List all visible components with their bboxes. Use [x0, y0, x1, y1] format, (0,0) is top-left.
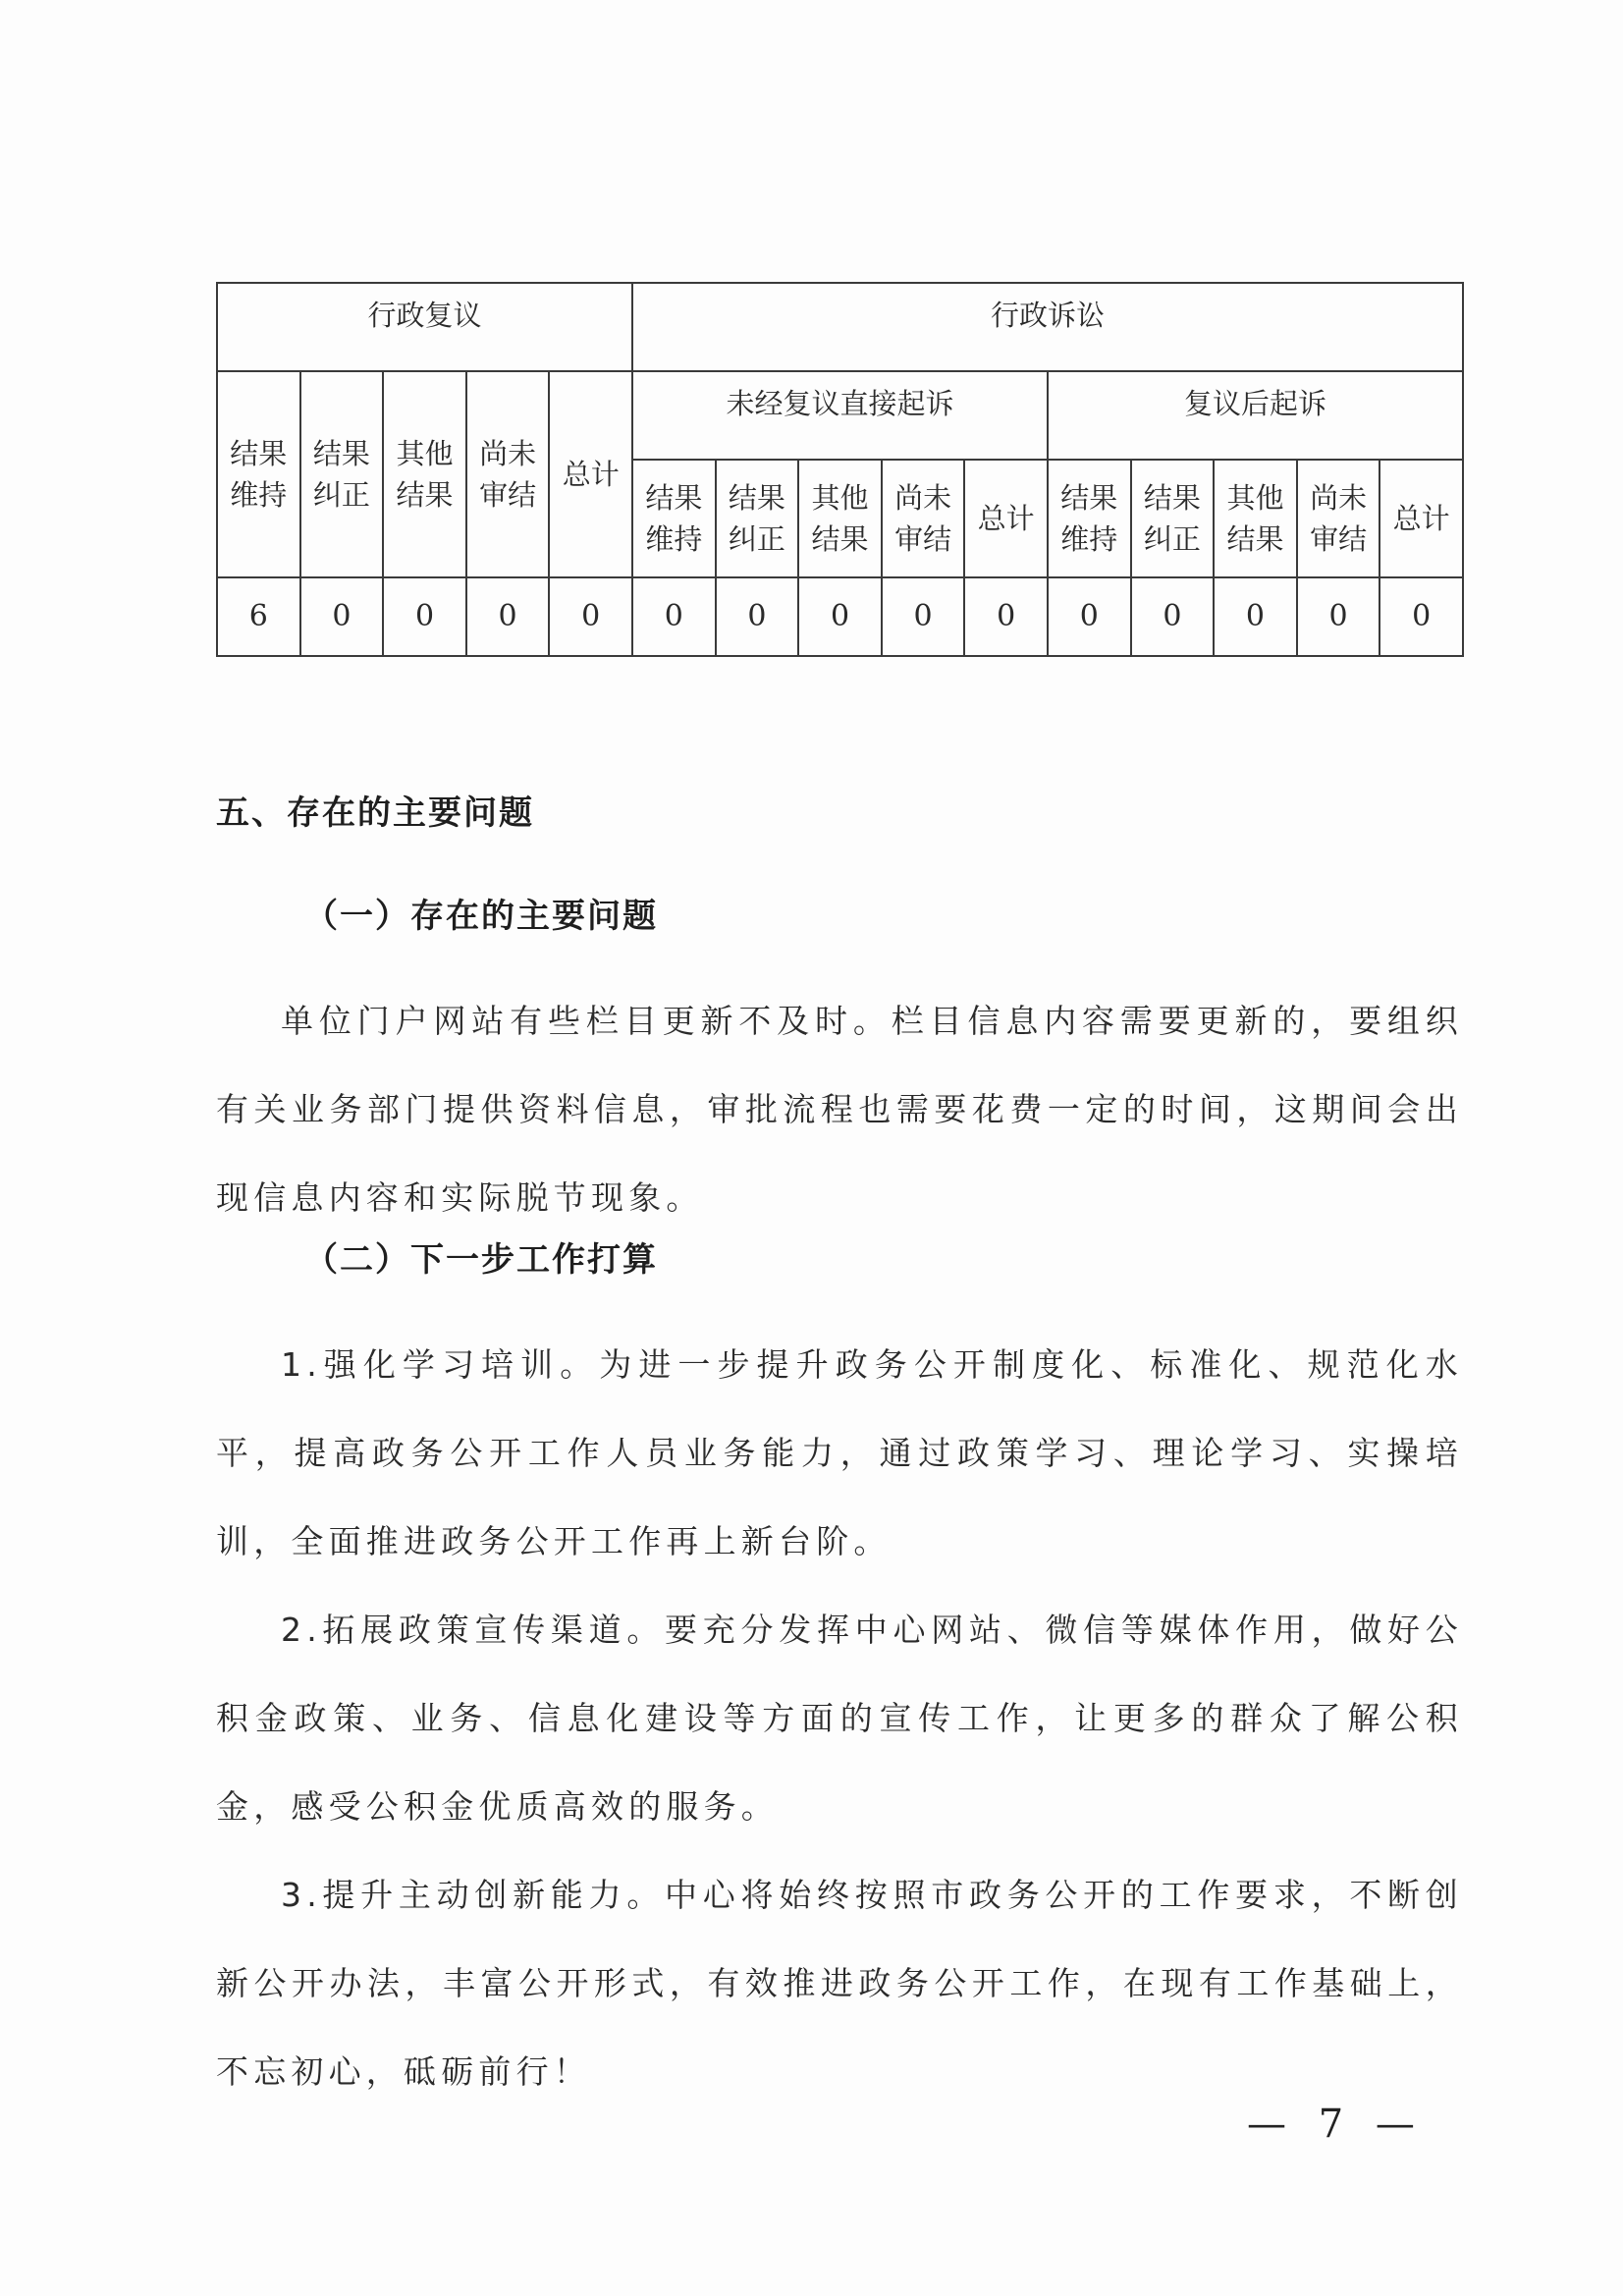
cell-review-pending: 0	[466, 577, 550, 656]
col-header-after-corrected: 结果纠正	[1131, 460, 1215, 577]
col-header-after-upheld: 结果维持	[1048, 460, 1131, 577]
section-heading: 五、存在的主要问题	[216, 793, 534, 833]
col-header-direct-pending: 尚未审结	[882, 460, 965, 577]
next-step-item-1: 1.强化学习培训。为进一步提升政务公开制度化、标准化、规范化水平，提高政务公开工作人员业务能力，通过政策学习、理论学习、实操培训，全面推进政务公开工作再上新台阶。	[216, 1345, 1463, 1560]
table-header-row-1	[217, 283, 1463, 371]
subsection-heading-problems: （一）存在的主要问题	[304, 897, 658, 936]
cell-direct-upheld: 0	[632, 577, 716, 656]
table-row	[217, 577, 1463, 656]
cell-after-corrected: 0	[1131, 577, 1215, 656]
cell-direct-corrected: 0	[716, 577, 799, 656]
cell-review-total: 0	[549, 577, 632, 656]
header-suit-after-review: 复议后起诉	[1048, 371, 1463, 460]
col-header-direct-corrected: 结果纠正	[716, 460, 799, 577]
cell-review-upheld: 6	[217, 577, 300, 656]
col-header-review-pending: 尚未审结	[466, 371, 550, 577]
subsection-heading-next-steps: （二）下一步工作打算	[304, 1240, 658, 1280]
col-header-review-corrected: 结果纠正	[300, 371, 384, 577]
col-header-review-upheld: 结果维持	[217, 371, 300, 577]
cell-after-other: 0	[1214, 577, 1297, 656]
cell-direct-pending: 0	[882, 577, 965, 656]
next-step-item-2: 2.拓展政策宣传渠道。要充分发挥中心网站、微信等媒体作用，做好公积金政策、业务、信息化建设等方面的宣传工作，让更多的群众了解公积金，感受公积金优质高效的服务。	[216, 1611, 1463, 1826]
col-header-direct-upheld: 结果维持	[632, 460, 716, 577]
cell-after-upheld: 0	[1048, 577, 1131, 656]
next-step-item-3: 3.提升主动创新能力。中心将始终按照市政务公开的工作要求，不断创新公开办法，丰富公开形式，有效推进政务公开工作，在现有工作基础上，不忘初心，砥砺前行！	[216, 1876, 1463, 2091]
col-header-after-other: 其他结果	[1214, 460, 1297, 577]
col-header-after-pending: 尚未审结	[1297, 460, 1380, 577]
review-litigation-table	[216, 282, 1464, 657]
table-header-row-2	[217, 371, 1463, 460]
cell-after-total: 0	[1380, 577, 1463, 656]
col-header-review-total: 总计	[549, 371, 632, 577]
cell-review-other: 0	[383, 577, 466, 656]
cell-direct-other: 0	[798, 577, 882, 656]
header-admin-review: 行政复议	[217, 283, 632, 371]
page-number: — 7 —	[1247, 2102, 1425, 2147]
header-direct-suit: 未经复议直接起诉	[632, 371, 1048, 460]
cell-direct-total: 0	[964, 577, 1048, 656]
problems-paragraph: 单位门户网站有些栏目更新不及时。栏目信息内容需要更新的，要组织有关业务部门提供资料信息，审批流程也需要花费一定的时间，这期间会出现信息内容和实际脱节现象。	[216, 1002, 1463, 1217]
cell-after-pending: 0	[1297, 577, 1380, 656]
col-header-after-total: 总计	[1380, 460, 1463, 577]
col-header-review-other: 其他结果	[383, 371, 466, 577]
header-admin-litigation: 行政诉讼	[632, 283, 1463, 371]
col-header-direct-other: 其他结果	[798, 460, 882, 577]
cell-review-corrected: 0	[300, 577, 384, 656]
col-header-direct-total: 总计	[964, 460, 1048, 577]
